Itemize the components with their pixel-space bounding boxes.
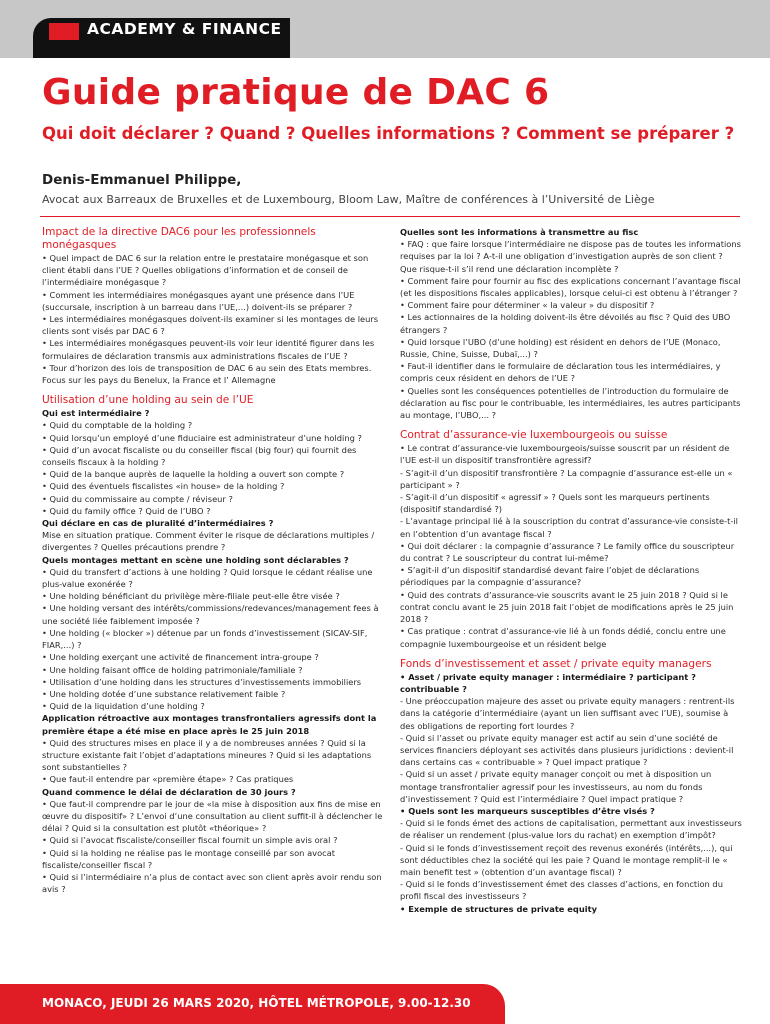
list-item: • Quel impact de DAC 6 sur la relation entre le prestataire monégasque et son client établi dans l’UE ? Quelles obligations d’information et de conseil de l’intermédiaire monégasque ? <box>42 253 369 288</box>
subsection-title: Quand commence le délai de déclaration de 30 jours ? <box>42 786 296 797</box>
brand-logo-mark <box>49 23 79 40</box>
list-item: • Cas pratique : contrat d’assurance-vie lié à un fonds dédié, conclu entre une compagnie luxembourgeoise et un résident belge <box>400 626 726 649</box>
list-item: • Quid des éventuels fiscalistes «in house» de la holding ? <box>42 481 285 492</box>
page-subtitle: Qui doit déclarer ? Quand ? Quelles informations ? Comment se préparer ? <box>42 124 735 143</box>
list-item: • Quid si l’intermédiaire n’a plus de contact avec son client après avoir rendu son avis ? <box>42 871 382 895</box>
bullet-list <box>42 737 384 786</box>
list-item: • Le contrat d’assurance-vie luxembourgeois/suisse souscrit par un résident de l’UE est-il un dispositif transfrontière agressif? <box>400 443 730 466</box>
list-item: • Quelles sont les conséquences potentielles de l’introduction du formulaire de déclaration au fisc pour le contribuable, les intermédiaires, les autres participants au montage, l’UBO,... ? <box>400 385 741 421</box>
list-item: • Que faut-il entendre par «première étape» ? Cas pratiques <box>42 774 294 785</box>
bullet-list <box>400 695 742 805</box>
bullet-list <box>42 798 384 896</box>
list-item: • S’agit-il d’un dispositif standardisé devant faire l’objet de déclarations périodiques par la compagnie d’assurance? <box>400 565 700 588</box>
list-item: • Quid des structures mises en place il y a de nombreuses années ? Quid si la structure existante fait l’objet d’adaptations mineures ? Quid si les adaptations sont substantielles ? <box>42 737 372 773</box>
author-affiliation: Avocat aux Barreaux de Bruxelles et de Luxembourg, Bloom Law, Maître de conférences à l’Université de Liège <box>42 193 655 206</box>
bullet-list <box>42 252 384 386</box>
list-item: • Quid du commissaire au compte / réviseur ? <box>42 493 233 504</box>
list-item: • Quid lorsque l’UBO (d’une holding) est résident en dehors de l’UE (Monaco, Russie, Chine, Suisse, Dubaï,...) ? <box>400 336 721 360</box>
page-title: Guide pratique de DAC 6 <box>42 72 550 113</box>
list-item: • Une holding exerçant une activité de financement intra-groupe ? <box>42 652 319 663</box>
list-item: • Qui doit déclarer : la compagnie d’assurance ? Le family office du souscripteur du contrat ? Le souscripteur du contrat lui-même? <box>400 540 735 564</box>
list-item: • Faut-il identifier dans le formulaire de déclaration tous les intermédiaires, y compris ceux résident en dehors de l’UE ? <box>400 361 721 384</box>
list-item: • Tour d’horizon des lois de transposition de DAC 6 au sein des Etats membres. Focus sur les pays du Benelux, la France et l’ Allemagne <box>42 362 372 386</box>
list-item: • Quid si la holding ne réalise pas le montage conseillé par son avocat fiscaliste/conseiller fiscal ? <box>42 847 336 870</box>
list-item: • Les intermédiaires monégasques peuvent-ils voir leur identité figurer dans les formulaires de déclaration transmis aux administrations fiscales de l’UE ? <box>42 338 375 361</box>
list-item: • Une holding bénéficiant du privilège mère-filiale peut-elle être visée ? <box>42 591 340 602</box>
brand-name: ACADEMY & FINANCE <box>87 20 282 38</box>
list-item: - Quid si le fonds émet des actions de capitalisation, permettant aux investisseurs de réaliser un rendement (plus-value lors du rachat) en exemption d’impôt? <box>400 818 742 841</box>
list-item: • Une holding dotée d’une substance relativement faible ? <box>42 688 286 699</box>
list-item: • FAQ : que faire lorsque l’intermédiaire ne dispose pas de toutes les informations requises par la loi ? A-t-il une obligation d’investigation auprès de son client ? Que risque-t-il s’il rend une déclaration incomplète ? <box>400 239 741 274</box>
left-column <box>42 226 384 895</box>
list-item: • Une holding (« blocker ») détenue par un fonds d’investissement (SICAV-SIF, FIAR,...) ? <box>42 627 368 651</box>
subsection-title: • Exemple de structures de private equity <box>400 903 597 914</box>
subsection-title: Qui est intermédiaire ? <box>42 408 150 419</box>
list-item: • Une holding versant des intérêts/commissions/redevances/management fees à une société liée faiblement imposée ? <box>42 603 379 626</box>
list-item: • Une holding faisant office de holding patrimoniale/familiale ? <box>42 664 303 675</box>
footer-banner <box>0 984 505 1024</box>
author-name: Denis-Emmanuel Philippe, <box>42 172 242 188</box>
list-item: • Que faut-il comprendre par le jour de «la mise à disposition aux fins de mise en œuvre du dispositif» ? L’envoi d’une consultation au client suffit-il à déclencher le délai ? Quid si la consultation est plutôt «théorique» ? <box>42 798 383 834</box>
list-item: - S’agit-il d’un dispositif « agressif » ? Quels sont les marqueurs pertinents (dispositif standardisé ?) <box>400 492 710 515</box>
section-title: Utilisation d’une holding au sein de l’UE <box>42 394 254 407</box>
subsection-title: Application rétroactive aux montages transfrontaliers agressifs dont la première étape a été mise en place après le 25 juin 2018 <box>42 713 377 736</box>
list-item: • Comment les intermédiaires monégasques ayant une présence dans l’UE (succursale, inscription à un barreau dans l’UE,...) doivent-ils se préparer ? <box>42 289 355 312</box>
list-item: • Quid du family office ? Quid de l’UBO ? <box>42 505 211 516</box>
list-item: • Quid des contrats d’assurance-vie souscrits avant le 25 juin 2018 ? Quid si le contrat conclu avant le 25 juin 2018 fait l’objet de modifications après le 25 juin 2018 ? <box>400 589 734 625</box>
list-item: - Quid si un asset / private equity manager conçoit ou met à disposition un montage transfrontalier agressif pour les investisseurs, au nom du fonds d’investissement ? Quid est l’intermédiaire ? Quel impact pratique ? <box>400 769 712 804</box>
subsection-title: Qui déclare en cas de pluralité d’intermédiaires ? <box>42 518 274 529</box>
list-item: • Utilisation d’une holding dans les structures d’investissements immobiliers <box>42 676 362 687</box>
list-item: • Quid si l’avocat fiscaliste/conseiller fiscal fournit un simple avis oral ? <box>42 835 338 846</box>
section-title: Quelles sont les informations à transmettre au fisc <box>400 227 639 237</box>
list-item: • Quid lorsqu’un employé d’une fiduciaire est administrateur d’une holding ? <box>42 432 362 443</box>
list-item: • Quid de la banque auprès de laquelle la holding a ouvert son compte ? <box>42 469 345 480</box>
list-item: • Quid de la liquidation d’une holding ? <box>42 701 205 712</box>
divider <box>40 216 740 217</box>
bullet-list <box>400 442 742 649</box>
list-item: - Quid si le fonds d’investissement émet des classes d’actions, en fonction du profil fiscal des investisseurs ? <box>400 879 723 902</box>
subsection-title: • Asset / private equity manager : intermédiaire ? participant ? contribuable ? <box>400 671 696 694</box>
list-item: • Quid du comptable de la holding ? <box>42 420 193 431</box>
bullet-list <box>400 817 742 902</box>
event-details: MONACO, JEUDI 26 MARS 2020, HÔTEL MÉTROPOLE, 9.00-12.30 <box>42 996 471 1010</box>
list-item: • Comment faire pour fournir au fisc des explications concernant l’avantage fiscal (et les dispositions fiscales applicables), lorsque celui-ci est obtenu à l’étranger ? <box>400 275 741 299</box>
right-column <box>400 226 742 915</box>
list-item: • Les actionnaires de la holding doivent-ils être dévoilés au fisc ? Quid des UBO étrangers ? <box>400 312 731 335</box>
list-item: - Une préoccupation majeure des asset ou private equity managers : rentrent-ils dans la catégorie d’intermédiaire (ayant un lien suffisant avec l’UE), soumise à des obligations de reporting fort lourdes ? <box>400 696 735 731</box>
list-item: • Les intermédiaires monégasques doivent-ils examiner si les montages de leurs clients sont visés par DAC 6 ? <box>42 314 379 337</box>
subsection-title: • Quels sont les marqueurs susceptibles d’être visés ? <box>400 805 655 816</box>
section-title: Contrat d’assurance-vie luxembourgeois ou suisse <box>400 429 668 442</box>
bullet-list <box>400 238 742 421</box>
section-title: Fonds d’investissement et asset / private equity managers <box>400 657 712 670</box>
list-item: • Comment faire pour déterminer « la valeur » du dispositif ? <box>400 300 655 311</box>
list-item: - Quid si le fonds d’investissement reçoit des revenus exonérés (intérêts,...), qui sont déductibles chez la société qui les paie ? Quand le montage remplit-il le « main benefit test » (obtention d’un avantage fiscal) ? <box>400 842 733 877</box>
bullet-list <box>42 419 384 517</box>
bullet-list <box>42 566 384 712</box>
list-item: • Quid d’un avocat fiscaliste ou du conseiller fiscal (big four) qui fournit des conseils fiscaux à la holding ? <box>42 444 357 468</box>
list-item: • Quid du transfert d’actions à une holding ? Quid lorsque le cédant réalise une plus-value exonérée ? <box>42 566 373 590</box>
subsection-title: Quels montages mettant en scène une holding sont déclarables ? <box>42 554 349 565</box>
section-title: Impact de la directive DAC6 pour les professionnels monégasques <box>42 226 316 251</box>
list-item: - S’agit-il d’un dispositif transfrontière ? La compagnie d’assurance est-elle un « participant » ? <box>400 467 733 490</box>
list-item: - L’avantage principal lié à la souscription du contrat d’assurance-vie consiste-t-il en l’obtention d’un avantage fiscal ? <box>400 516 738 539</box>
paragraph: Mise en situation pratique. Comment éviter le risque de déclarations multiples / divergentes ? Quelles précautions prendre ? <box>42 530 375 553</box>
list-item: - Quid si l’asset ou private equity manager est actif au sein d’une société de services financiers déployant ses activités dans plusieurs juridictions : devient-il dans certains cas « contribuable » ? Quel impact pratique ? <box>400 732 734 768</box>
